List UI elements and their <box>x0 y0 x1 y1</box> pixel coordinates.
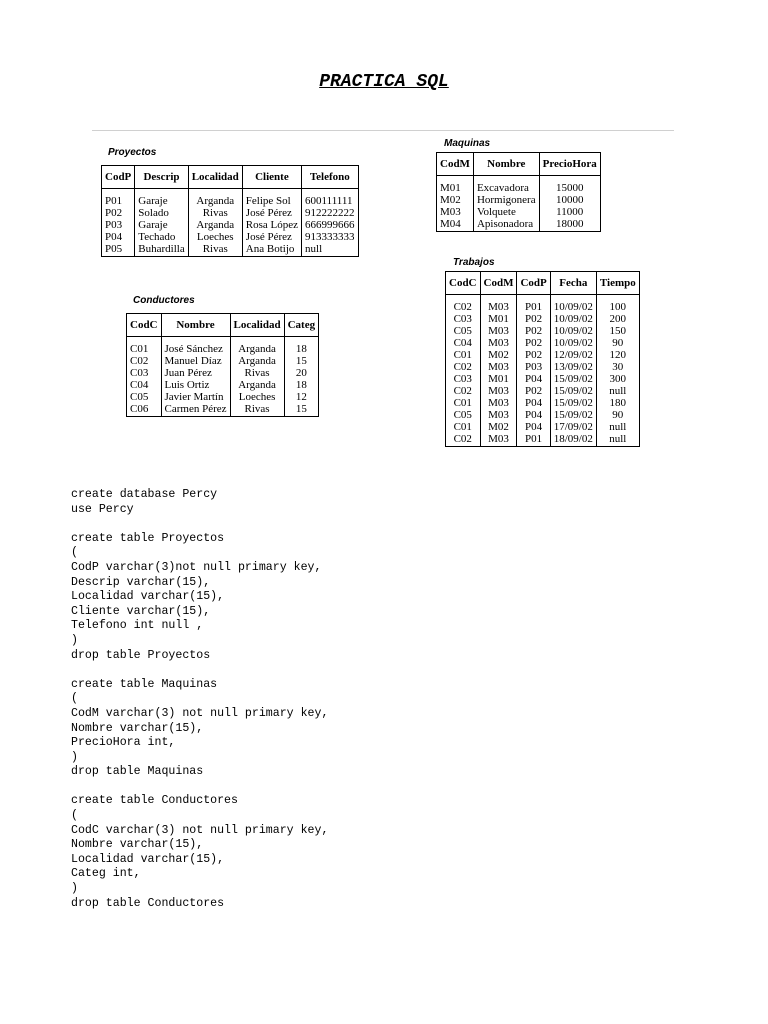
table-cell: P02 <box>517 325 550 337</box>
table-cell: Arganda <box>230 337 284 356</box>
column-header: Tiempo <box>596 272 639 295</box>
table-cell: 17/09/02 <box>550 421 596 433</box>
table-cell: P02 <box>517 385 550 397</box>
table-cell: P02 <box>517 337 550 349</box>
conductores-table <box>126 313 319 417</box>
table-row <box>446 295 640 314</box>
table-cell: José Sánchez <box>161 337 230 356</box>
column-header: Localidad <box>188 166 242 189</box>
table-row <box>102 243 359 257</box>
table-cell: M03 <box>480 397 517 409</box>
table-cell: P01 <box>517 295 550 314</box>
table-cell: M02 <box>480 421 517 433</box>
proyectos-header-row <box>102 166 359 189</box>
table-cell: C02 <box>446 385 481 397</box>
table-cell: M01 <box>437 176 474 195</box>
column-header: Fecha <box>550 272 596 295</box>
table-row <box>446 361 640 373</box>
table-row <box>102 231 359 243</box>
table-row <box>446 349 640 361</box>
table-cell: 13/09/02 <box>550 361 596 373</box>
table-cell: 10/09/02 <box>550 313 596 325</box>
table-cell: 10/09/02 <box>550 337 596 349</box>
trabajos-header-row <box>446 272 640 295</box>
table-cell: Carmen Pérez <box>161 403 230 417</box>
table-cell: C01 <box>446 397 481 409</box>
table-row <box>127 379 319 391</box>
table-cell: M03 <box>480 385 517 397</box>
table-cell: C05 <box>446 409 481 421</box>
table-cell: M03 <box>437 206 474 218</box>
table-cell: 300 <box>596 373 639 385</box>
table-cell: 90 <box>596 409 639 421</box>
column-header: CodP <box>517 272 550 295</box>
table-cell: 30 <box>596 361 639 373</box>
column-header: CodM <box>480 272 517 295</box>
table-row <box>127 367 319 379</box>
table-row <box>127 391 319 403</box>
horizontal-rule <box>92 130 674 131</box>
column-header: PrecioHora <box>539 153 600 176</box>
table-cell: M01 <box>480 373 517 385</box>
table-cell: 12 <box>284 391 319 403</box>
column-header: CodP <box>102 166 135 189</box>
table-row <box>127 337 319 356</box>
table-row <box>446 409 640 421</box>
table-row <box>437 218 601 232</box>
table-row <box>127 355 319 367</box>
table-cell: Manuel Díaz <box>161 355 230 367</box>
table-cell: Arganda <box>230 355 284 367</box>
page-title-text: PRACTICA SQL <box>319 72 449 92</box>
table-cell: Excavadora <box>473 176 539 195</box>
table-cell: 15/09/02 <box>550 409 596 421</box>
table-cell: P04 <box>102 231 135 243</box>
table-cell: Luis Ortiz <box>161 379 230 391</box>
table-row <box>102 189 359 208</box>
table-cell: C05 <box>446 325 481 337</box>
table-cell: 10000 <box>539 194 600 206</box>
table-cell: 11000 <box>539 206 600 218</box>
table-cell: C06 <box>127 403 162 417</box>
table-cell: M03 <box>480 325 517 337</box>
table-cell: 20 <box>284 367 319 379</box>
table-cell: C04 <box>127 379 162 391</box>
table-cell: null <box>302 243 359 257</box>
table-cell: M04 <box>437 218 474 232</box>
table-row <box>446 313 640 325</box>
table-cell: P03 <box>517 361 550 373</box>
conductores-caption: Conductores <box>133 295 195 306</box>
table-cell: 90 <box>596 337 639 349</box>
table-cell: C03 <box>446 373 481 385</box>
table-cell: P04 <box>517 421 550 433</box>
table-cell: Felipe Sol <box>242 189 301 208</box>
table-cell: Volquete <box>473 206 539 218</box>
table-cell: M03 <box>480 433 517 447</box>
maquinas-caption: Maquinas <box>444 138 491 149</box>
table-cell: P01 <box>517 433 550 447</box>
table-cell: Loeches <box>230 391 284 403</box>
table-cell: Techado <box>135 231 188 243</box>
table-cell: M01 <box>480 313 517 325</box>
table-cell: M03 <box>480 295 517 314</box>
table-row <box>437 176 601 195</box>
column-header: Telefono <box>302 166 359 189</box>
table-cell: 18 <box>284 379 319 391</box>
table-cell: C02 <box>446 433 481 447</box>
table-cell: null <box>596 385 639 397</box>
table-cell: P02 <box>102 207 135 219</box>
table-cell: Arganda <box>188 189 242 208</box>
table-cell: C02 <box>127 355 162 367</box>
maquinas-table <box>436 152 601 232</box>
table-cell: 18000 <box>539 218 600 232</box>
table-cell: 180 <box>596 397 639 409</box>
table-cell: 15/09/02 <box>550 385 596 397</box>
table-cell: M03 <box>480 409 517 421</box>
table-cell: 913333333 <box>302 231 359 243</box>
table-cell: Garaje <box>135 219 188 231</box>
table-row <box>446 433 640 447</box>
table-cell: C03 <box>127 367 162 379</box>
table-cell: Rosa López <box>242 219 301 231</box>
table-cell: 10/09/02 <box>550 295 596 314</box>
table-cell: Rivas <box>188 207 242 219</box>
table-cell: C03 <box>446 313 481 325</box>
table-cell: M02 <box>480 349 517 361</box>
column-header: Cliente <box>242 166 301 189</box>
table-cell: Solado <box>135 207 188 219</box>
proyectos-caption: Proyectos <box>108 147 157 158</box>
column-header: Descrip <box>135 166 188 189</box>
table-row <box>446 385 640 397</box>
page-title <box>0 72 768 92</box>
table-cell: P04 <box>517 397 550 409</box>
column-header: Nombre <box>161 314 230 337</box>
table-cell: 15 <box>284 403 319 417</box>
table-cell: 15/09/02 <box>550 373 596 385</box>
table-cell: M03 <box>480 361 517 373</box>
table-cell: 666999666 <box>302 219 359 231</box>
table-cell: 15/09/02 <box>550 397 596 409</box>
table-cell: Arganda <box>188 219 242 231</box>
table-cell: M03 <box>480 337 517 349</box>
table-cell: 15 <box>284 355 319 367</box>
table-cell: P04 <box>517 409 550 421</box>
table-cell: null <box>596 421 639 433</box>
table-row <box>127 403 319 417</box>
table-cell: C01 <box>446 349 481 361</box>
table-cell: C01 <box>446 421 481 433</box>
table-cell: 18/09/02 <box>550 433 596 447</box>
table-cell: P05 <box>102 243 135 257</box>
table-cell: 18 <box>284 337 319 356</box>
table-cell: C02 <box>446 361 481 373</box>
column-header: CodM <box>437 153 474 176</box>
table-row <box>446 397 640 409</box>
column-header: Localidad <box>230 314 284 337</box>
table-row <box>102 207 359 219</box>
table-cell: Apisonadora <box>473 218 539 232</box>
table-cell: 600111111 <box>302 189 359 208</box>
table-cell: Rivas <box>188 243 242 257</box>
table-cell: Ana Botijo <box>242 243 301 257</box>
table-cell: P03 <box>102 219 135 231</box>
sql-code-block: create database Percy use Percy create table Proyectos ( CodP varchar(3)not null primary key, Descrip varchar(15), Localidad varchar(15), Cliente varchar(15), Telefono int null , ) drop table Proyectos create table Maquinas ( CodM varchar(3) not null primary key, Nombre varchar(15), PrecioHora int, ) drop table Maquinas create table Conductores ( CodC varchar(3) not null primary key, Nombre varchar(15), Localidad varchar(15), Categ int, ) drop table Conductores <box>71 488 329 910</box>
table-cell: 100 <box>596 295 639 314</box>
maquinas-header-row <box>437 153 601 176</box>
table-cell: 200 <box>596 313 639 325</box>
table-cell: C01 <box>127 337 162 356</box>
table-cell: 15000 <box>539 176 600 195</box>
table-cell: Juan Pérez <box>161 367 230 379</box>
table-cell: 12/09/02 <box>550 349 596 361</box>
trabajos-caption: Trabajos <box>453 257 495 268</box>
table-cell: Javier Martín <box>161 391 230 403</box>
table-cell: P01 <box>102 189 135 208</box>
table-cell: C02 <box>446 295 481 314</box>
table-cell: 912222222 <box>302 207 359 219</box>
conductores-header-row <box>127 314 319 337</box>
table-row <box>437 194 601 206</box>
table-row <box>102 219 359 231</box>
table-cell: P04 <box>517 373 550 385</box>
table-cell: 10/09/02 <box>550 325 596 337</box>
table-cell: P02 <box>517 349 550 361</box>
trabajos-table <box>445 271 640 447</box>
table-cell: P02 <box>517 313 550 325</box>
table-row <box>446 421 640 433</box>
table-row <box>446 337 640 349</box>
table-cell: Garaje <box>135 189 188 208</box>
table-cell: Rivas <box>230 403 284 417</box>
table-cell: Buhardilla <box>135 243 188 257</box>
table-cell: M02 <box>437 194 474 206</box>
column-header: Nombre <box>473 153 539 176</box>
table-cell: 150 <box>596 325 639 337</box>
table-cell: 120 <box>596 349 639 361</box>
table-cell: Rivas <box>230 367 284 379</box>
table-cell: Arganda <box>230 379 284 391</box>
column-header: CodC <box>446 272 481 295</box>
column-header: CodC <box>127 314 162 337</box>
table-cell: C05 <box>127 391 162 403</box>
column-header: Categ <box>284 314 319 337</box>
table-cell: C04 <box>446 337 481 349</box>
table-cell: José Pérez <box>242 231 301 243</box>
table-row <box>446 325 640 337</box>
proyectos-table <box>101 165 359 257</box>
table-row <box>437 206 601 218</box>
table-row <box>446 373 640 385</box>
table-cell: José Pérez <box>242 207 301 219</box>
table-cell: Loeches <box>188 231 242 243</box>
table-cell: Hormigonera <box>473 194 539 206</box>
table-cell: null <box>596 433 639 447</box>
